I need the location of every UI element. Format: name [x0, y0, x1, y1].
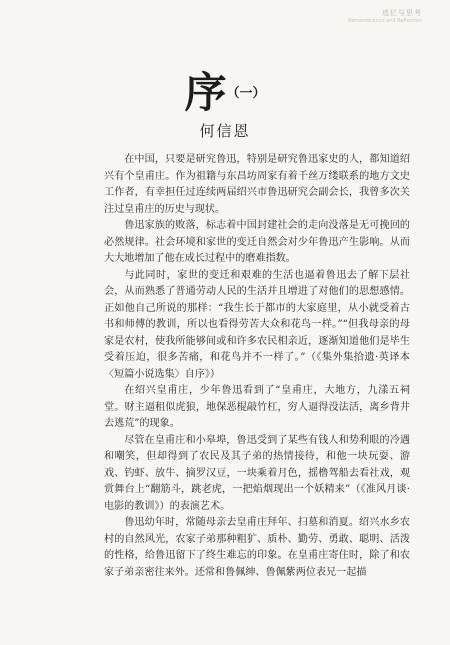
running-header-subtitle: Remembrance and Reflection: [348, 18, 422, 24]
author-name: 何信恩: [199, 122, 251, 140]
paragraph: 与此同时，家世的变迁和艰难的生活也逼着鲁迅去了解下层社会，从而熟悉了普通劳动人民的生活并且增进了对他们的思想感情。正如他自己所说的那样：“我生长于都市的大家庭里，从小就受着古书和师傅的教训，所以也看得劳苦大众和花鸟一样。”“但我母亲的母家是农村，使我所能够间或和许多农民相亲近，逐渐知道他们是毕生受着压迫，很多苦痛，和花鸟并不一样了。”（《集外集拾遗·英译本〈短篇小说选集〉自序》）: [104, 269, 410, 380]
paragraph: 鲁迅幼年时，常随母亲去皇甫庄拜年、扫墓和消夏。绍兴水乡农村的自然风光，农家子弟那种粗犷、质朴、勤劳、勇敢、聪明、活泼的性格，给鲁迅留下了终生难忘的印象。在皇甫庄寄住时，除了和农家子弟亲密往来外。还常和鲁佩绅、鲁佩紫两位表兄一起描: [104, 517, 410, 578]
body-text: [104, 152, 410, 581]
chapter-title: [0, 60, 450, 120]
chapter-title-number: （一）: [226, 86, 266, 101]
paragraph: 鲁迅家族的败落，标志着中国封建社会的走向没落是无可挽回的必然规律。社会环境和家世的变迁自然会对少年鲁迅产生影响。从而大大地增加了他在成长过程中的磨难指数。: [104, 220, 410, 264]
paragraph: 尽管在皇甫庄和小皋埠，鲁迅受到了某些有钱人和势利眼的冷遇和嘲笑，但却得到了农民及其子弟的热情接待，和他一块玩耍、游戏、钓虾、放牛、摘罗汉豆，一块乘着月色，摇橹驾船去看社戏，观赏舞台上“翻筋斗，跳老虎，一把焰烟现出一个妖精来”（《准风月谈·电影的教训》）的表演艺术。: [104, 434, 410, 512]
running-header: 追忆与思考: [382, 9, 422, 17]
paragraph: 在中国，只要是研究鲁迅，特别是研究鲁迅家史的人，都知道绍兴有个皇甫庄。作为祖籍与东昌坊周家有着千丝万缕联系的地方文史工作者，有幸担任过连续两届绍兴市鲁迅研究会副会长，我曾多次关注过皇甫庄的历史与现状。: [104, 154, 410, 215]
paragraph: 在绍兴皇甫庄，少年鲁迅看到了“皇甫庄，大地方，九漾五祠堂。财主逼租似虎狼，地保恶棍敲竹杠，穷人逼得没法活，离乡背井去逃荒”的现象。: [104, 385, 410, 429]
chapter-title-main: 序: [184, 68, 227, 117]
